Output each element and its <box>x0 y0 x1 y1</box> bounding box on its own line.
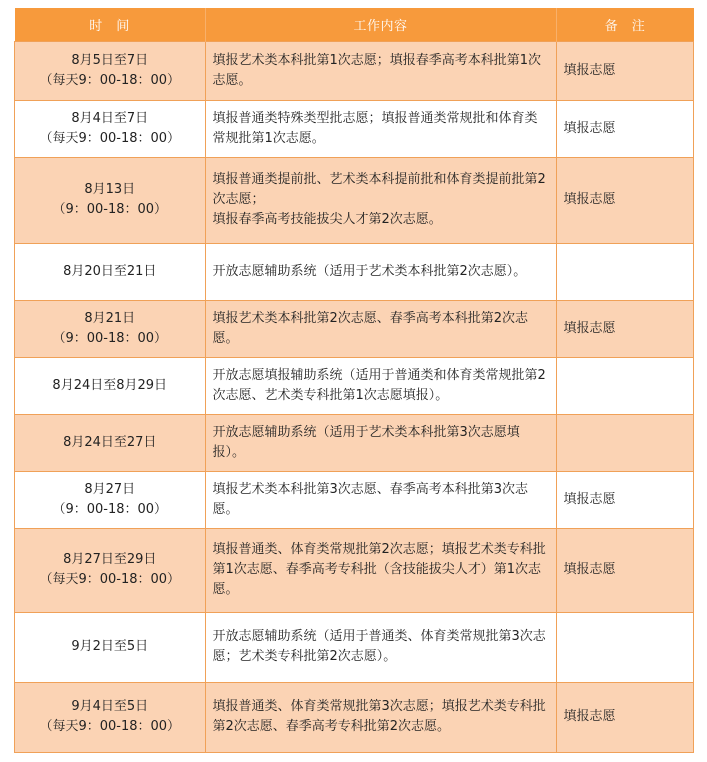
table-header-row <box>15 8 694 42</box>
table-row <box>15 358 694 415</box>
table-row <box>15 472 694 529</box>
content-cell <box>205 301 556 358</box>
note-cell: 填报志愿 <box>556 101 694 158</box>
note-cell <box>556 613 694 683</box>
header-content: 工作内容 <box>205 8 556 42</box>
table-row <box>15 301 694 358</box>
note-cell: 填报志愿 <box>556 683 694 753</box>
note-cell <box>556 244 694 301</box>
note-cell <box>556 358 694 415</box>
table-row <box>15 613 694 683</box>
content-cell <box>205 101 556 158</box>
note-cell: 填报志愿 <box>556 301 694 358</box>
content-cell <box>205 529 556 613</box>
content-text: 填报春季高考技能拔尖人才第2次志愿。 <box>212 212 442 227</box>
time-hours: （每天9：00-18：00） <box>39 72 181 88</box>
time-hours: （每天9：00-18：00） <box>39 719 181 734</box>
content-cell <box>205 415 556 472</box>
time-cell <box>15 415 206 472</box>
content-text: 开放志愿辅助系统（适用于艺术类本科批第3次志愿填报）。 <box>212 424 520 460</box>
content-cell <box>205 613 556 683</box>
content-text: 填报艺术类本科批第3次志愿、春季高考本科批第3次志愿。 <box>212 481 529 517</box>
time-date: 8月24日至8月29日 <box>52 377 168 393</box>
header-note: 备 注 <box>556 8 694 42</box>
schedule-table <box>14 8 694 753</box>
time-cell <box>15 472 206 529</box>
content-text: 填报普通类、体育类常规批第3次志愿；填报艺术类专科批第2次志愿、春季高考专科批第2次志愿。 <box>212 699 546 734</box>
time-hours: （9：00-18：00） <box>52 330 168 346</box>
table-row <box>15 101 694 158</box>
content-text: 开放志愿辅助系统（适用于普通类、体育类常规批第3次志愿；艺术类专科批第2次志愿）。 <box>212 629 546 664</box>
content-cell <box>205 42 556 101</box>
time-cell <box>15 301 206 358</box>
time-date: 8月27日 <box>84 481 136 497</box>
time-cell <box>15 244 206 301</box>
content-text: 填报普通类、体育类常规批第2次志愿；填报艺术类专科批第1次志愿、春季高考专科批（含技能拔尖人才）第1次志愿。 <box>212 542 546 597</box>
content-text: 填报普通类提前批、艺术类本科提前批和体育类提前批第2次志愿； <box>212 172 546 207</box>
content-cell <box>205 683 556 753</box>
time-date: 9月4日至5日 <box>71 699 149 714</box>
time-cell <box>15 613 206 683</box>
content-text: 开放志愿填报辅助系统（适用于普通类和体育类常规批第2次志愿、艺术类专科批第1次志愿填报）。 <box>212 367 546 403</box>
time-date: 8月5日至7日 <box>71 52 149 68</box>
content-cell <box>205 244 556 301</box>
schedule-table-wrapper <box>14 8 691 753</box>
table-row <box>15 244 694 301</box>
header-time: 时 间 <box>15 8 206 42</box>
content-text: 填报普通类特殊类型批志愿；填报普通类常规批和体育类常规批第1次志愿。 <box>212 110 538 146</box>
time-cell <box>15 101 206 158</box>
time-cell <box>15 158 206 244</box>
content-cell <box>205 358 556 415</box>
table-body <box>15 42 694 753</box>
table-row <box>15 42 694 101</box>
table-row <box>15 529 694 613</box>
table-row <box>15 415 694 472</box>
content-text: 开放志愿辅助系统（适用于艺术类本科批第2次志愿）。 <box>212 263 527 279</box>
time-cell <box>15 358 206 415</box>
note-cell <box>556 415 694 472</box>
time-date: 8月21日 <box>84 310 136 326</box>
note-cell: 填报志愿 <box>556 158 694 244</box>
time-hours: （每天9：00-18：00） <box>39 130 181 146</box>
time-cell <box>15 683 206 753</box>
note-cell: 填报志愿 <box>556 472 694 529</box>
table-row <box>15 158 694 244</box>
time-cell <box>15 529 206 613</box>
content-cell <box>205 472 556 529</box>
time-date: 8月24日至27日 <box>63 434 157 450</box>
note-cell: 填报志愿 <box>556 529 694 613</box>
content-cell <box>205 158 556 244</box>
table-row <box>15 683 694 753</box>
time-hours: （9：00-18：00） <box>52 202 168 217</box>
time-date: 8月4日至7日 <box>71 110 149 126</box>
time-hours: （每天9：00-18：00） <box>39 572 181 587</box>
time-hours: （9：00-18：00） <box>52 501 168 517</box>
content-text: 填报艺术类本科批第1次志愿；填报春季高考本科批第1次志愿。 <box>212 52 542 88</box>
time-date: 8月27日至29日 <box>63 552 157 567</box>
note-cell: 填报志愿 <box>556 42 694 101</box>
time-cell <box>15 42 206 101</box>
content-text: 填报艺术类本科批第2次志愿、春季高考本科批第2次志愿。 <box>212 310 529 346</box>
time-date: 8月20日至21日 <box>63 263 157 279</box>
time-date: 8月13日 <box>84 182 136 197</box>
time-date: 9月2日至5日 <box>71 639 149 654</box>
